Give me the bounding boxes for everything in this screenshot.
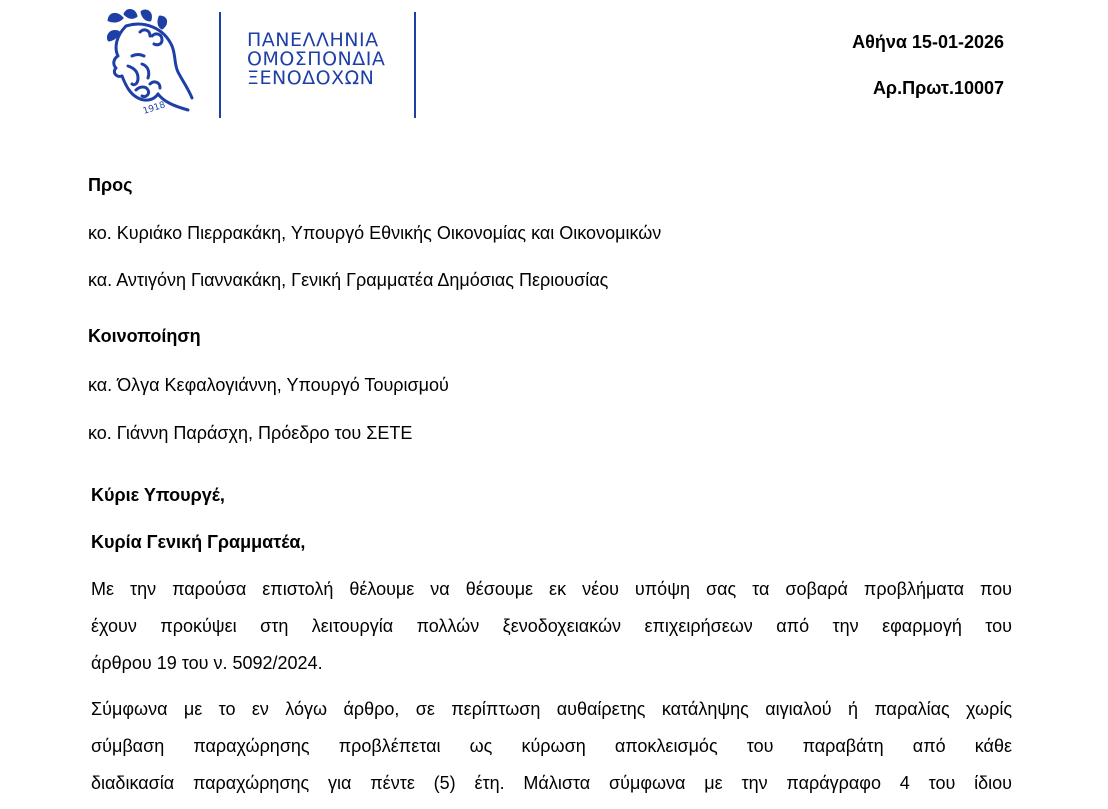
federation-logo [92,6,204,118]
body-paragraph-2 [91,691,1012,802]
paragraph-line: σύμβαση παραχώρησης προβλέπεται ως κύρωση αποκλεισμός του παραβάτη από κάθε [91,736,1012,756]
org-name-line-2: ΟΜΟΣΠΟΝΔΙΑ [247,48,386,70]
protocol-number: Αρ.Πρωτ.10007 [872,78,1004,98]
salutation-minister: Κύριε Υπουργέ, [91,485,225,505]
paragraph-line: άρθρου 19 του ν. 5092/2024. [91,653,323,673]
recipient-item: κα. Αντιγόνη Γιαννακάκη, Γενική Γραμματέα Δημόσιας Περιουσίας [88,270,609,290]
body-paragraph-1 [91,571,1012,682]
org-name-line-3: ΞΕΝΟΔΟΧΩΝ [247,67,375,89]
paragraph-line: Με την παρούσα επιστολή θέλουμε να θέσουμε εκ νέου υπόψη σας τα σοβαρά προβλήματα που [91,579,1012,599]
recipients-label: Προς [88,175,133,195]
cc-item: κα. Όλγα Κεφαλογιάννη, Υπουργό Τουρισμού [88,375,449,395]
cc-item: κο. Γιάννη Παράσχη, Πρόεδρο του ΣΕΤΕ [88,423,413,443]
recipient-item: κο. Κυριάκο Πιερρακάκη, Υπουργό Εθνικής Οικονομίας και Οικονομικών [88,223,662,243]
paragraph-line: έχουν προκύψει στη λειτουργία πολλών ξενοδοχειακών επιχειρήσεων από την εφαρμογή του [91,616,1012,636]
paragraph-line: Σύμφωνα με το εν λόγω άρθρο, σε περίπτωση αυθαίρετης κατάληψης αιγιαλού ή παραλίας χωρίς [91,699,1012,719]
paragraph-line: διαδικασία παραχώρησης για πέντε (5) έτη. Μάλιστα σύμφωνα με την παράγραφο 4 του ίδιου [91,773,1012,793]
organization-name [247,31,385,88]
salutation-secretary: Κυρία Γενική Γραμματέα, [91,532,306,552]
letter-meta [852,31,1004,99]
letterhead-divider-right [414,12,416,118]
letter-date: Αθήνα 15-01-2026 [852,32,1004,52]
cc-label: Κοινοποίηση [88,326,201,346]
logo-year: 1918 [141,100,167,117]
org-name-line-1: ΠΑΝΕΛΛΗΝΙΑ [247,29,379,51]
letterhead-divider-left [219,12,221,118]
